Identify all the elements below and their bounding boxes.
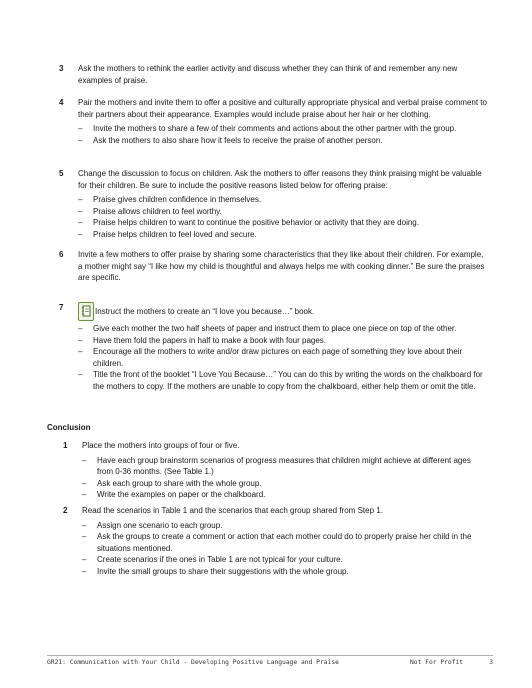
step-number: 2 [63, 506, 68, 515]
sub-list [82, 455, 489, 501]
sub-list [82, 520, 489, 578]
conclusion-step-2 [63, 505, 489, 577]
footer-not-for-profit: Not For Profit [410, 659, 464, 666]
step-text: Instruct the mothers to create an “I love you because…” book. [95, 307, 315, 316]
sub-list [78, 194, 489, 240]
step-4 [59, 97, 489, 146]
list-item: – Write the examples on paper or the chalkboard. [82, 490, 266, 499]
list-item: – Invite the mothers to share a few of their comments and actions about the other partner with the group. [78, 124, 457, 133]
list-item: – Assign one scenario to each group. [82, 520, 223, 530]
list-item: – Ask each group to share with the whole group. [82, 478, 262, 488]
list-item: – Invite the small groups to share their suggestions with the whole group. [82, 566, 349, 576]
list-item: – Praise allows children to feel worthy. [78, 206, 222, 216]
step-text: Read the scenarios in Table 1 and the scenarios that each group shared from Step 1. [82, 506, 383, 515]
footer-title: GR21: Communication with Your Child - Developing Positive Language and Praise [47, 659, 339, 666]
footer-rule [47, 655, 493, 656]
step-7 [59, 302, 489, 392]
step-text: Place the mothers into groups of four or five. [82, 441, 240, 450]
step-number: 6 [59, 250, 64, 259]
book-activity-icon [78, 302, 94, 321]
step-text: Ask the mothers to rethink the earlier activity and discuss whether they can think of and remember any new examples of praise. [78, 64, 458, 85]
sub-list [78, 323, 489, 392]
list-item: – Ask the groups to create a comment or action that each mother could do to properly praise her child in the situations mentioned. [82, 532, 472, 553]
list-item: – Praise helps children to feel loved and secure. [78, 229, 257, 239]
list-item: – Ask the mothers to also share how it feels to receive the praise of another person. [78, 135, 383, 145]
sub-list [78, 123, 489, 146]
step-number: 3 [59, 64, 64, 73]
step-3 [59, 63, 489, 86]
list-item: – Praise helps children to want to continue the positive behavior or activity that they are doing. [78, 218, 419, 227]
conclusion-heading: Conclusion [47, 423, 91, 432]
step-number: 1 [63, 441, 68, 450]
step-text: Pair the mothers and invite them to offer a positive and culturally appropriate physical and verbal praise comment to their partners about their appearance. Examples would include praise about her hair or her clothing. [78, 98, 487, 119]
list-item: – Encourage all the mothers to write and/or draw pictures on each page of something they love about their children. [78, 347, 463, 368]
list-item: – Title the front of the booklet “I Love You Because…” You can do this by writing the words on the chalkboard for the mothers to copy. If the mothers are unable to copy from the chalkboard, either help them or omit the title. [78, 370, 483, 391]
step-5 [59, 168, 489, 240]
list-item: – Give each mother the two half sheets of paper and instruct them to place one piece on top of the other. [78, 324, 457, 333]
step-number: 4 [59, 98, 64, 107]
step-text: Invite a few mothers to offer praise by sharing some characteristics that they like about their children. For example, a mother might say “I like how my child is thoughtful and always helps me with cooking dinner.” Be sure the praises are specific. [78, 250, 485, 282]
step-text: Change the discussion to focus on children. Ask the mothers to offer reasons they think praising might be valuable for their children. Be sure to include the positive reasons listed below for offering praise: [78, 169, 482, 190]
step-number: 7 [59, 303, 64, 312]
list-item: – Have each group brainstorm scenarios of progress measures that children might achieve at different ages from 0-36 months. (See Table 1.) [82, 455, 471, 476]
step-6 [59, 249, 489, 284]
page-number: 3 [489, 659, 493, 666]
step-number: 5 [59, 169, 64, 178]
conclusion-step-1 [63, 440, 489, 501]
list-item: – Have them fold the papers in half to make a book with four pages. [78, 335, 327, 345]
list-item: – Praise gives children confidence in themselves. [78, 195, 262, 204]
list-item: – Create scenarios if the ones in Table 1 are not typical for your culture. [82, 555, 343, 564]
